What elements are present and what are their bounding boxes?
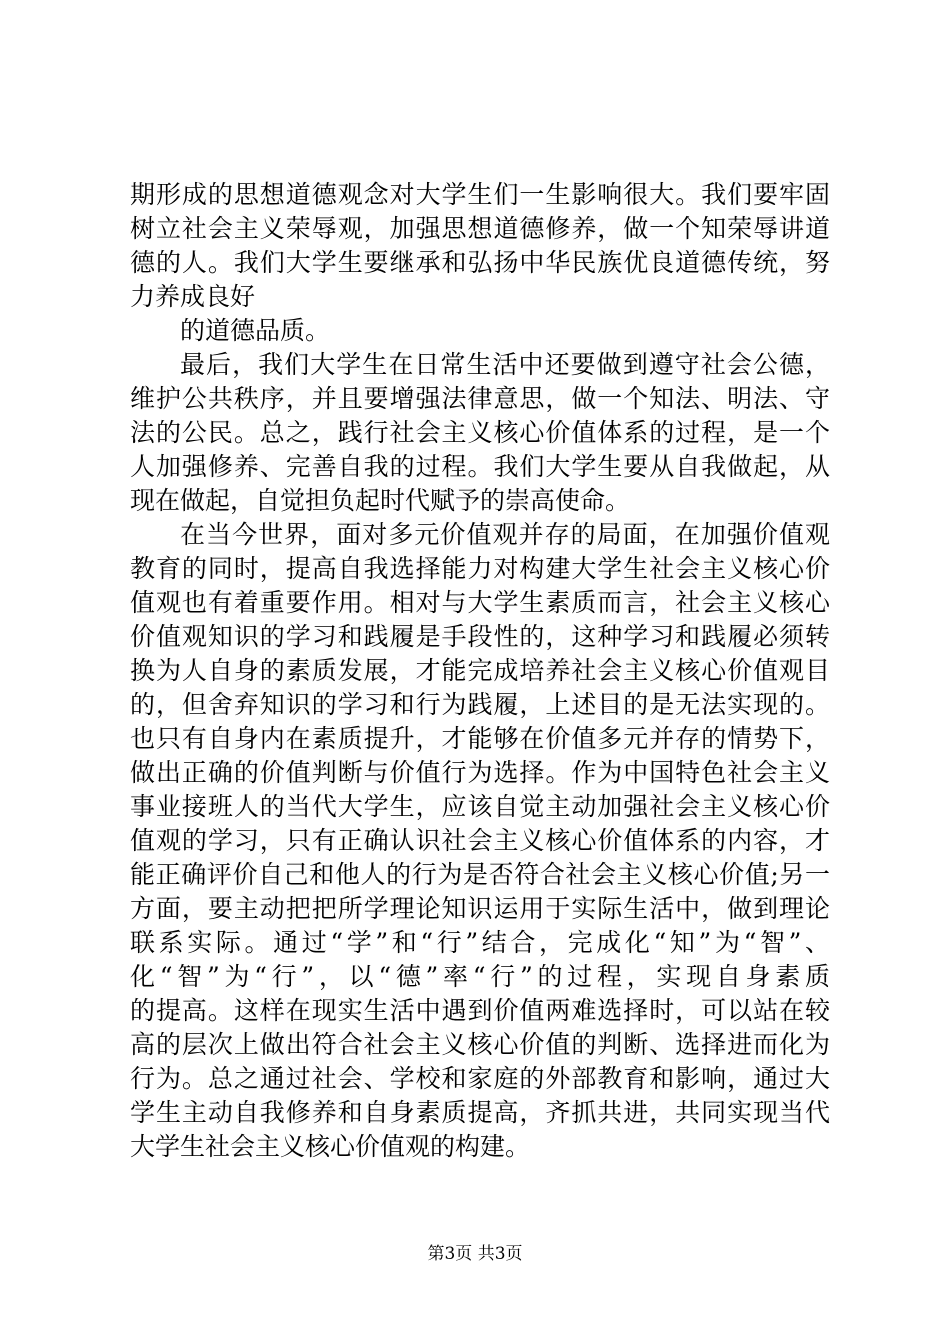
text-line: 树立社会主义荣辱观，加强思想道德修养，做一个知荣辱讲道 (130, 214, 830, 243)
text-line: 也只有自身内在素质提升，才能够在价值多元并存的情势下， (130, 724, 830, 753)
text-line: 联系实际。通过“学”和“行”结合，完成化“知”为“智”、 (130, 928, 830, 957)
text-line: 的，但舍弃知识的学习和行为践履，上述目的是无法实现的。 (130, 690, 830, 719)
text-line: 事业接班人的当代大学生，应该自觉主动加强社会主义核心价 (130, 792, 830, 821)
text-line: 能正确评价自己和他人的行为是否符合社会主义核心价值;另一 (130, 860, 830, 889)
text-line: 的道德品质。 (180, 316, 331, 345)
text-line: 在当今世界，面对多元价值观并存的局面，在加强价值观 (180, 520, 830, 549)
text-line: 力养成良好 (130, 282, 256, 311)
text-line: 化“智”为“行”，以“德”率“行”的过程，实现自身素质 (130, 962, 830, 991)
text-line: 教育的同时，提高自我选择能力对构建大学生社会主义核心价 (130, 554, 830, 583)
text-line: 做出正确的价值判断与价值行为选择。作为中国特色社会主义 (130, 758, 830, 787)
text-line: 法的公民。总之，践行社会主义核心价值体系的过程，是一个 (130, 418, 830, 447)
text-line: 人加强修养、完善自我的过程。我们大学生要从自我做起，从 (130, 452, 830, 481)
text-line: 价值观知识的学习和践履是手段性的，这种学习和践履必须转 (130, 622, 830, 651)
text-line: 方面，要主动把把所学理论知识运用于实际生活中，做到理论 (130, 894, 830, 923)
text-line: 德的人。我们大学生要继承和弘扬中华民族优良道德传统，努 (130, 248, 830, 277)
paragraph (130, 518, 830, 1164)
page-footer (0, 1243, 950, 1265)
text-line: 期形成的思想道德观念对大学生们一生影响很大。我们要牢固 (130, 180, 830, 209)
document-body (130, 178, 830, 1164)
text-line: 维护公共秩序，并且要增强法律意思，做一个知法、明法、守 (130, 384, 830, 413)
text-line: 的提高。这样在现实生活中遇到价值两难选择时，可以站在较 (130, 996, 830, 1025)
paragraph (130, 178, 830, 314)
text-line: 现在做起，自觉担负起时代赋予的崇高使命。 (130, 486, 631, 515)
text-line: 值观的学习，只有正确认识社会主义核心价值体系的内容，才 (130, 826, 830, 855)
page-number: 第3页 共3页 (427, 1244, 523, 1264)
text-line: 学生主动自我修养和自身素质提高，齐抓共进，共同实现当代 (130, 1098, 830, 1127)
paragraph (130, 314, 830, 348)
text-line: 高的层次上做出符合社会主义核心价值的判断、选择进而化为 (130, 1030, 830, 1059)
text-line: 行为。总之通过社会、学校和家庭的外部教育和影响，通过大 (130, 1064, 830, 1093)
text-line: 换为人自身的素质发展，才能完成培养社会主义核心价值观目 (130, 656, 830, 685)
paragraph (130, 348, 830, 518)
text-line: 值观也有着重要作用。相对与大学生素质而言，社会主义核心 (130, 588, 830, 617)
text-line: 大学生社会主义核心价值观的构建。 (130, 1132, 531, 1161)
text-line: 最后，我们大学生在日常生活中还要做到遵守社会公德， (180, 350, 830, 379)
